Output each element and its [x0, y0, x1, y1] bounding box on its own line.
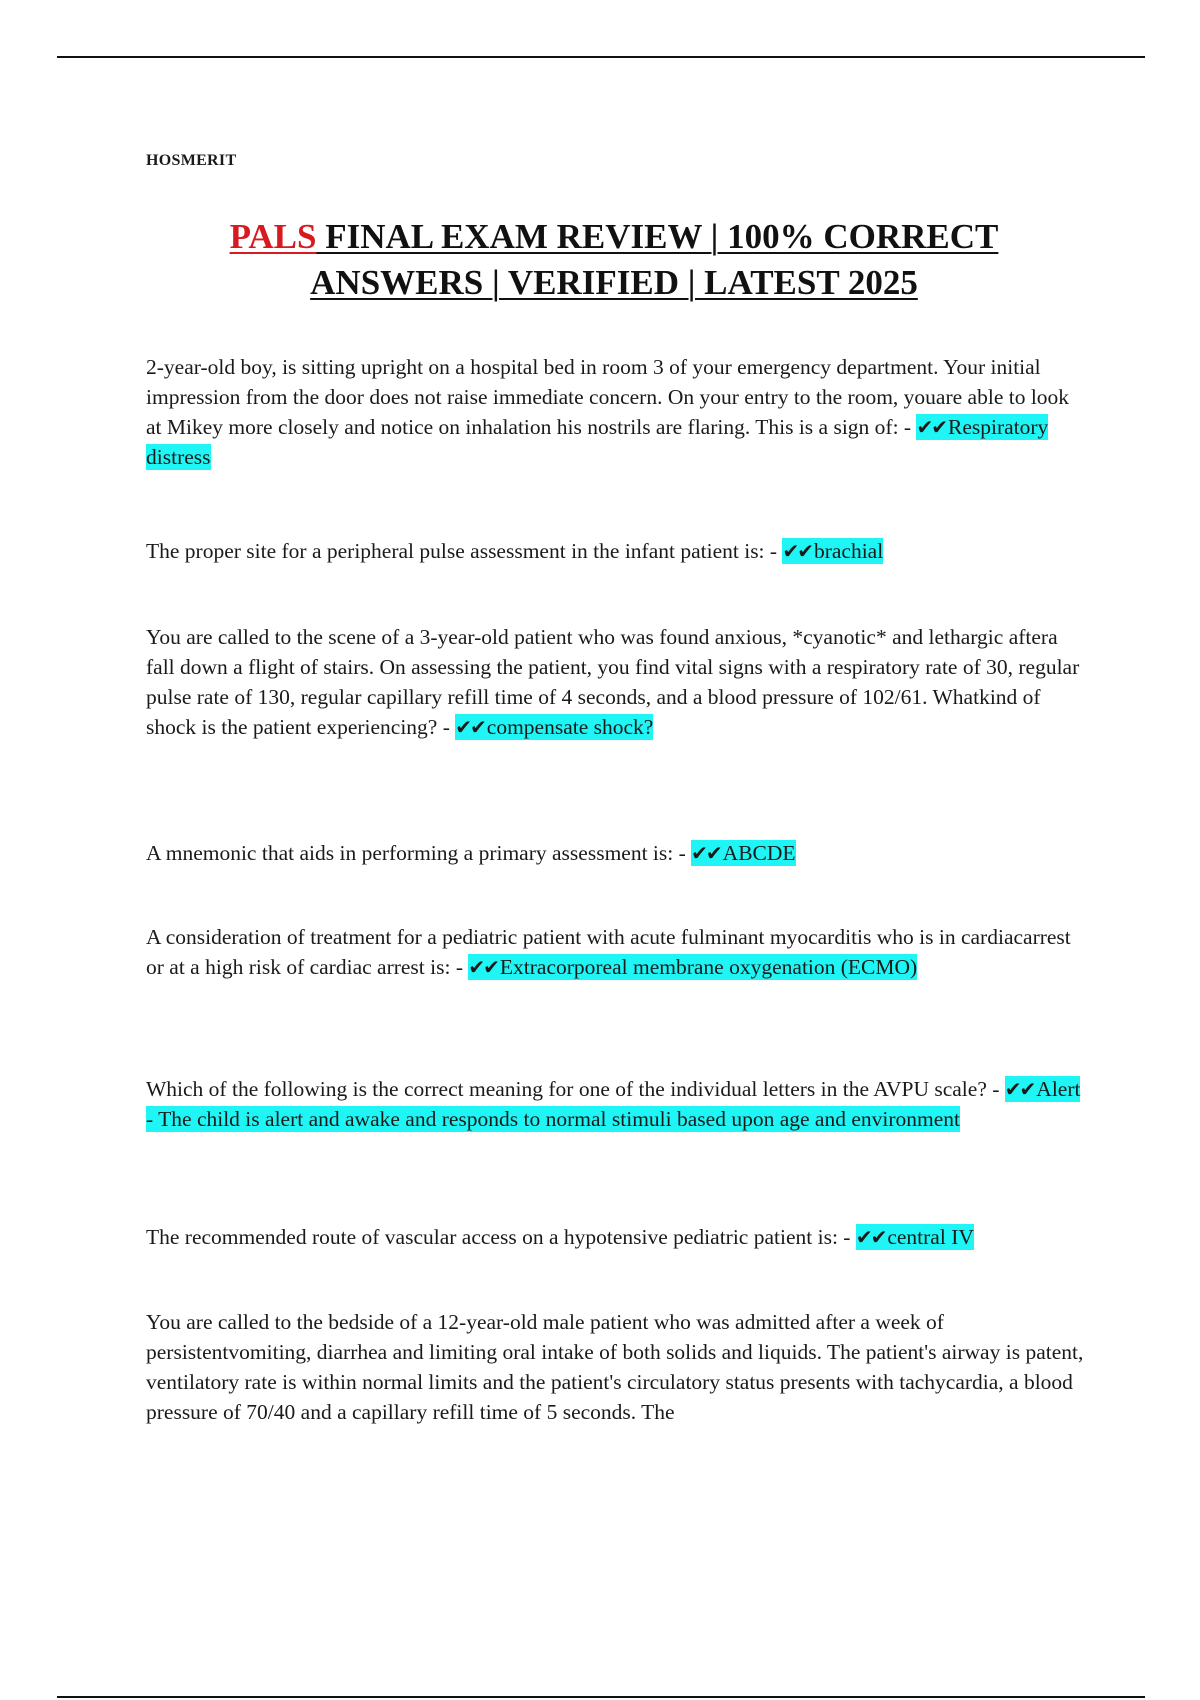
answer-text: ABCDE [722, 841, 796, 865]
qa-item [146, 1222, 1086, 1252]
answer-text: central IV [887, 1225, 974, 1249]
brand-header: HOSMERIT [146, 152, 237, 169]
qa-item [146, 1074, 1086, 1134]
answer-text: Extracorporeal membrane oxygenation (ECMO) [499, 955, 918, 979]
question-text: 2-year-old boy, is sitting upright on a hospital bed in room 3 of your emergency department. Your initial impression from the door does not raise immediate concern. On your entry to the room, youare able to look at Mikey more closely and notice on inhalation his nostrils are flaring. This is a sign of: - [146, 355, 1070, 439]
answer-highlight [782, 538, 883, 564]
question-text: You are called to the bedside of a 12-year-old male patient who was admitted after a week of persistentvomiting, diarrhea and limiting oral intake of both solids and liquids. The patient's airway is patent, ventilatory rate is within normal limits and the patient's circulatory status presents with tachycardia, a blood pressure of 70/40 and a capillary refill time of 5 seconds. The [146, 1310, 1084, 1424]
check-icon: ✔✔ [1004, 1077, 1035, 1101]
top-rule [57, 56, 1145, 58]
title-rest: FINAL EXAM REVIEW | 100% CORRECT ANSWERS | VERIFIED | LATEST 2025 [310, 217, 999, 302]
qa-item [146, 622, 1086, 742]
page-title [146, 214, 1082, 306]
check-icon: ✔✔ [691, 841, 721, 865]
answer-text: Alert - The child is alert and awake and responds to normal stimuli based upon age and environment [146, 1077, 1081, 1131]
qa-item [146, 536, 1086, 566]
answer-highlight [856, 1224, 974, 1250]
answer-highlight [455, 714, 653, 740]
bottom-rule [57, 1696, 1145, 1698]
answer-text: compensate shock? [486, 715, 654, 739]
qa-item [146, 352, 1086, 472]
question-text: A consideration of treatment for a pediatric patient with acute fulminant myocarditis who is in cardiacarrest or at a high risk of cardiac arrest is: - [146, 925, 1071, 979]
qa-item [146, 838, 1086, 868]
question-text: The recommended route of vascular access on a hypotensive pediatric patient is: - [146, 1225, 856, 1249]
qa-item [146, 922, 1086, 982]
check-icon: ✔✔ [468, 955, 498, 979]
answer-highlight [468, 954, 917, 980]
check-icon: ✔✔ [916, 415, 946, 439]
question-text: The proper site for a peripheral pulse assessment in the infant patient is: - [146, 539, 783, 563]
question-text: Which of the following is the correct meaning for one of the individual letters in the AVPU scale? - [146, 1077, 1005, 1101]
question-text: A mnemonic that aids in performing a primary assessment is: - [146, 841, 692, 865]
title-highlight: PALS [229, 217, 317, 256]
qa-item [146, 1307, 1086, 1427]
check-icon: ✔✔ [782, 539, 812, 563]
check-icon: ✔✔ [455, 715, 485, 739]
check-icon: ✔✔ [855, 1225, 886, 1249]
question-text: You are called to the scene of a 3-year-old patient who was found anxious, *cyanotic* and lethargic aftera fall down a flight of stairs. On assessing the patient, you find vital signs with a respiratory rate of 30, regular pulse rate of 130, regular capillary refill time of 4 seconds, and a blood pressure of 102/61. Whatkind of shock is the patient experiencing? - [146, 625, 1080, 739]
answer-text: brachial [813, 539, 884, 563]
answer-highlight [691, 840, 795, 866]
answer-text: Respiratory distress [146, 415, 1049, 469]
